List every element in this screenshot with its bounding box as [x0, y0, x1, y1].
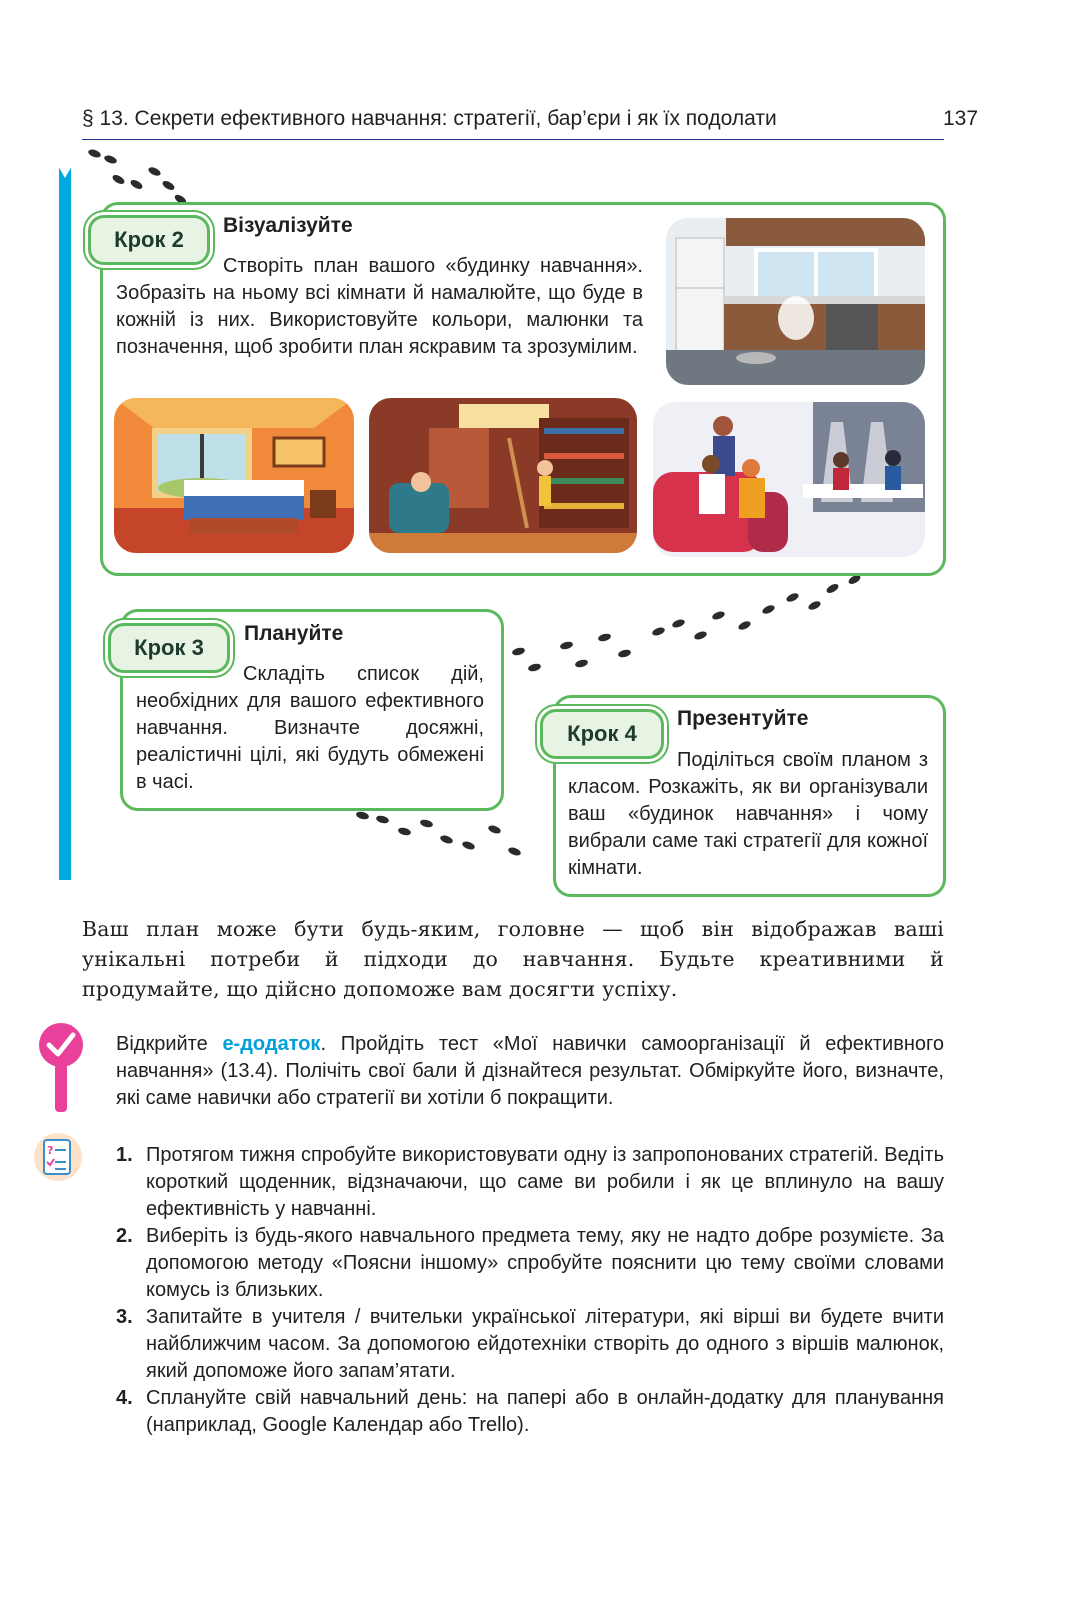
tasks-list	[116, 1142, 944, 1439]
step-3-badge: Крок 3	[108, 623, 230, 673]
step-4-title: Презентуйте	[677, 707, 809, 730]
e-supplement-prefix: Відкрийте	[116, 1033, 223, 1055]
task-item	[116, 1385, 944, 1439]
task-text: Запитайте в учителя / вчительки української літератури, які вірші ви будете вчити найближчим часом. За допомогою ейдотехніки створіть до одного з віршів малюнок, який допоможе його запам’ятати.	[146, 1306, 944, 1382]
task-item	[116, 1142, 944, 1223]
step-4-badge: Крок 4	[540, 709, 664, 759]
step-2-title: Візуалізуйте	[223, 214, 353, 237]
step-2-text: Створіть план вашого «будинку навчання». Зобразіть на ньому всі кімнати й намалюйте, що буде в кожній із них. Використовуйте кольори, малюнки та позначення, щоб зробити план яскравим та зрозумілим.	[116, 255, 643, 358]
kitchen-picture	[666, 218, 925, 385]
step-3-text: Складіть список дій, необхідних для вашого ефективного навчання. Визначте досяжні, реалістичні цілі, які будуть обмежені в часі.	[136, 663, 484, 793]
side-bar-arrow-icon	[57, 164, 73, 178]
bedroom-illustration	[114, 398, 354, 553]
task-text: Протягом тижня спробуйте використовувати одну із запропонованих стратегій. Ведіть короткий щоденник, відзначаючи, що саме ви робили і як це вплинуло на вашу ефективність у навчанні.	[146, 1144, 944, 1220]
e-supplement-link[interactable]: е-додаток	[222, 1033, 321, 1055]
library-picture	[369, 398, 637, 553]
step-2-badge: Крок 2	[88, 215, 210, 265]
task-number: 1.	[116, 1144, 133, 1166]
summary-paragraph: Ваш план може бути будь-яким, головне — щоб він відображав ваші унікальні потреби й підходи до навчання. Будьте креативними й продумайте, що дійсно допоможе вам досягти успіху.	[82, 917, 944, 1001]
library-illustration	[369, 398, 637, 553]
task-text: Виберіть із будь-якого навчального предмета тему, яку не надто добре розумієте. За допомогою методу «Поясни іншому» спробуйте пояснити цю тему своїми словами комусь із близьких.	[146, 1225, 944, 1301]
task-item	[116, 1304, 944, 1385]
svg-text:?: ?	[47, 1144, 54, 1157]
test-marker-icon	[36, 1022, 86, 1114]
task-item	[116, 1223, 944, 1304]
task-number: 4.	[116, 1387, 133, 1409]
bedroom-picture	[114, 398, 354, 553]
side-accent-bar	[59, 168, 71, 880]
task-text: Сплануйте свій навчальний день: на папері або в онлайн-додатку для планування (наприклад, Google Календар або Trello).	[146, 1387, 944, 1436]
tasks-icon	[33, 1132, 83, 1182]
running-header	[82, 105, 944, 140]
lounge-picture	[653, 402, 925, 557]
task-number: 3.	[116, 1306, 133, 1328]
page-number: 137	[943, 107, 979, 130]
task-number: 2.	[116, 1225, 133, 1247]
lounge-illustration	[653, 402, 925, 557]
e-supplement-text	[116, 1031, 944, 1112]
kitchen-illustration	[666, 218, 925, 385]
e-supplement-rest: . Пройдіть тест «Мої навички самоорганізації й ефективного навчання» (13.4). Полічіть свої бали й дізнайтеся результат. Обміркуйте його, визначте, які саме навички або стратегії ви хотіли б покращити.	[116, 1033, 944, 1109]
step-4-text: Поділіться своїм планом з класом. Розкажіть, як ви організували ваш «будинок навчання» і чому вибрали саме такі стратегії для кожної кімнати.	[568, 749, 928, 879]
section-title: § 13. Секрети ефективного навчання: стратегії, бар’єри і як їх подолати	[82, 107, 777, 130]
step-3-title: Плануйте	[244, 622, 344, 645]
